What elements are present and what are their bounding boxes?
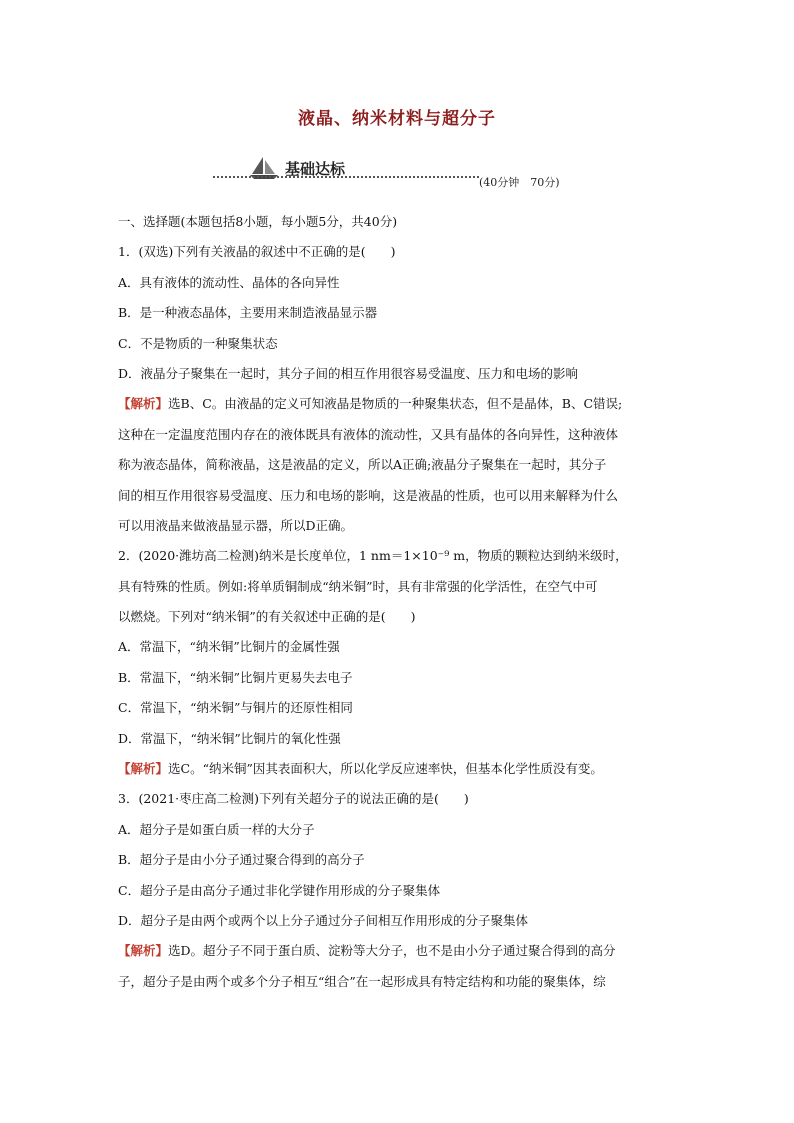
question-3-analysis-line: 子，超分子是由两个或多个分子相互“组合”在一起形成具有特定结构和功能的聚集体，综	[118, 973, 606, 989]
question-3-option-d: D．超分子是由两个或两个以上分子通过分子间相互作用形成的分子聚集体	[118, 912, 529, 928]
question-1-stem: 1．(双选)下列有关液晶的叙述中不正确的是( )	[118, 244, 396, 260]
question-1-option-d: D．液晶分子聚集在一起时，其分子间的相互作用很容易受温度、压力和电场的影响	[118, 365, 579, 381]
question-3-option-c: C．超分子是由高分子通过非化学键作用形成的分子聚集体	[118, 882, 441, 898]
question-content	[118, 207, 678, 997]
question-2-analysis: 【解析】选C。“纳米铜”因其表面积大，所以化学反应速率快，但基本化学性质没有变。	[118, 761, 603, 777]
question-1-analysis-line: 称为液态晶体，简称液晶，这是液晶的定义，所以A正确;液晶分子聚集在一起时，其分子	[118, 457, 607, 473]
section-timing: (40分钟 70分)	[479, 176, 560, 189]
question-2-stem-line: 以燃烧。下列对“纳米铜”的有关叙述中正确的是( )	[118, 609, 416, 625]
question-1-analysis-line: 间的相互作用很容易受温度、压力和电场的影响，这是液晶的性质，也可以用来解释为什么	[118, 487, 619, 503]
section-label: 基础达标	[285, 160, 346, 178]
analysis-label: 【解析】	[118, 761, 169, 777]
section-heading: 一、选择题(本题包括8小题，每小题5分，共40分)	[118, 214, 398, 229]
analysis-label: 【解析】	[118, 396, 169, 412]
question-3-option-b: B．超分子是由小分子通过聚合得到的高分子	[118, 852, 365, 868]
question-2-option-a: A．常温下，“纳米铜”比铜片的金属性强	[118, 639, 340, 655]
analysis-label: 【解析】	[118, 943, 169, 959]
question-2-option-c: C．常温下，“纳米铜”与铜片的还原性相同	[118, 700, 353, 716]
question-1-analysis-line: 这种在一定温度范围内存在的液体既具有液体的流动性，又具有晶体的各向异性，这种液体	[118, 426, 619, 442]
question-1-analysis: 【解析】选B、C。由液晶的定义可知液晶是物质的一种聚集状态，但不是晶体，B、C错误;	[118, 396, 623, 412]
question-3-stem: 3．(2021·枣庄高二检测)下列有关超分子的说法正确的是( )	[118, 791, 469, 807]
question-3-analysis: 【解析】选D。超分子不同于蛋白质、淀粉等大分子，也不是由小分子通过聚合得到的高分	[118, 943, 616, 959]
question-1-option-c: C．不是物质的一种聚集状态	[118, 335, 278, 351]
question-3-option-a: A．超分子是如蛋白质一样的大分子	[118, 821, 315, 837]
question-2-option-b: B．常温下，“纳米铜”比铜片更易失去电子	[118, 669, 353, 685]
question-2-stem-line: 具有特殊的性质。例如:将单质铜制成“纳米铜”时，具有非常强的化学活性，在空气中可	[118, 578, 598, 594]
question-2-option-d: D．常温下，“纳米铜”比铜片的氧化性强	[118, 730, 341, 746]
dotted-divider	[213, 176, 479, 178]
question-1-option-b: B．是一种液态晶体，主要用来制造液晶显示器	[118, 305, 378, 321]
question-1-analysis-line: 可以用液晶来做液晶显示器，所以D正确。	[118, 517, 354, 533]
question-1-option-a: A．具有液体的流动性、晶体的各向异性	[118, 274, 340, 290]
section-header	[213, 156, 605, 190]
question-2-stem-line: 2．(2020·潍坊高二检测)纳米是长度单位，1 nm＝1×10⁻⁹ m，物质的颗粒达到纳米级时，	[118, 548, 628, 564]
page-title: 液晶、纳米材料与超分子	[298, 109, 496, 129]
